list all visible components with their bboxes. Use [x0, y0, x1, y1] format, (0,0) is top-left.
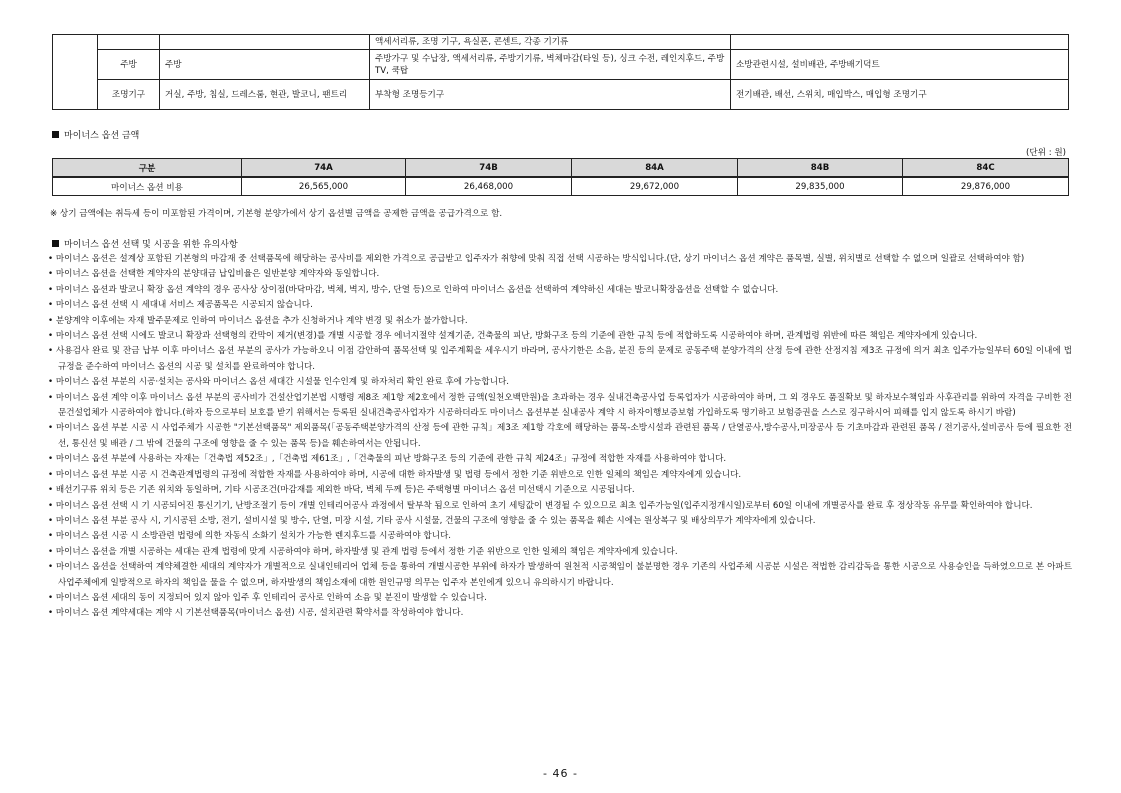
table-row	[53, 35, 1069, 50]
column-header: 84C	[903, 159, 1069, 178]
square-bullet-icon	[52, 131, 59, 138]
list-item: • 마이너스 옵션 선택 시 세대내 서비스 제공품목은 시공되지 않습니다.	[48, 298, 1072, 313]
list-item: • 마이너스 옵션 선택 시 기 시공되어진 통신기기, 난방조절기 등이 개별 인테리어공사 과정에서 탈부착 됨으로 인하여 초기 세팅값이 변경될 수 있으므로 최초 입주가능일(입주지정개시일)로부터 60일 이내에 개별공사를 완료 후 정상작동 유무를 확인하여야 합니다.	[48, 499, 1072, 514]
table-cell: 26,565,000	[242, 177, 406, 196]
unit-label: (단위 : 원)	[1026, 148, 1066, 158]
list-item: • 마이너스 옵션 부분 시공 시 사업주체가 시공한 "기본선택품목" 제외품목(「공동주택분양가격의 산정 등에 관한 규칙」제3조 제1항 각호에 해당하는 품목-소방시설과 관련된 품목 / 단열공사,방수공사,미장공사 등 기초마감과 관련된 품목 / 전기공사,설비공사 등에 필요한 전선, 통신선 및 배관 / 그 밖에 건물의 구조에 영향을 줄 수 있는 품목 등)을 훼손하여서는 안됩니다.	[48, 421, 1072, 452]
column-header: 74B	[406, 159, 572, 178]
list-item: • 마이너스 옵션 시공 시 소방관련 법령에 의한 자동식 소화기 설치가 가능한 렌지후드를 시공하여야 합니다.	[48, 529, 1072, 544]
notes-section-title: 마이너스 옵션 선택 및 시공을 위한 유의사항	[52, 237, 238, 250]
list-item: • 마이너스 옵션 선택 시에도 발코니 확장과 선택형의 칸막이 제거(변경)를 개별 시공할 경우 에너지절약 설계기준, 건축물의 피난, 방화구조 등의 기준에 관한 규칙 등에 적합하도록 시공하여야 하며, 관계법령 위반에 따른 책임은 계약자에게 있습니다.	[48, 329, 1072, 344]
table-row	[53, 50, 1069, 80]
list-item: • 마이너스 옵션 부분의 시공·설치는 공사와 마이너스 옵션 세대간 시설물 인수인계 및 하자처리 확인 완료 후에 가능합니다.	[48, 375, 1072, 390]
option-items-table	[52, 34, 1069, 110]
category-cell: 조명기구	[98, 80, 160, 110]
column-header: 84B	[738, 159, 903, 178]
table-cell: 마이너스 옵션 비용	[53, 177, 242, 196]
table-row	[53, 80, 1069, 110]
list-item: • 마이너스 옵션은 설계상 포함된 기본형의 마감재 중 선택품목에 해당하는 공사비를 제외한 가격으로 공급받고 입주자가 취향에 맞춰 직접 선택 시공하는 방식입니다.(단, 상기 마이너스 옵션 계약은 품목별, 실별, 위치별로 선택할 수 없으며 일괄로 선택하여야 함)	[48, 252, 1072, 267]
table-header-row	[53, 159, 1069, 178]
price-table	[52, 158, 1069, 196]
table-cell: 26,468,000	[406, 177, 572, 196]
table-cell: 29,672,000	[572, 177, 738, 196]
space-cell: 주방	[160, 50, 370, 80]
column-header: 84A	[572, 159, 738, 178]
price-note: ※ 상기 금액에는 취득세 등이 미포함된 가격이며, 기본형 분양가에서 상기 옵션별 금액을 공제한 금액을 공급가격으로 함.	[50, 209, 503, 219]
table-cell: 액세서리류, 조명 기구, 욕실폰, 콘센트, 각종 기기류	[370, 35, 731, 50]
column-header: 구분	[53, 159, 242, 178]
price-section-title: 마이너스 옵션 금액	[52, 128, 139, 141]
list-item: • 마이너스 옵션을 개별 시공하는 세대는 관계 법령에 맞게 시공하여야 하며, 하자발생 및 관계 법령 등에서 정한 기준 위반으로 인한 일체의 책임은 계약자에게 있습니다.	[48, 545, 1072, 560]
list-item: • 마이너스 옵션을 선택한 계약자의 분양대금 납입비율은 일반분양 계약자와 동일합니다.	[48, 267, 1072, 282]
list-item: • 분양계약 이후에는 자재 발주문제로 인하여 마이너스 옵션을 추가 신청하거나 계약 변경 및 취소가 불가합니다.	[48, 314, 1072, 329]
list-item: • 배선기구류 위치 등은 기존 위치와 동일하며, 기타 시공조건(마감재를 제외한 바닥, 벽체 두께 등)은 주택형별 마이너스 옵션 미선택시 기준으로 시공됩니다.	[48, 483, 1072, 498]
table-cell	[160, 35, 370, 50]
list-item: • 마이너스 옵션 계약 이후 마이너스 옵션 부분의 공사비가 건설산업기본법 시행령 제8조 제1항 제2호에서 정한 금액(일천오백만원)을 초과하는 경우 실내건축공사업 등록업자가 시공하여야 하며, 그 외 경우도 품질확보 및 하자보수책임과 사후관리를 위하여 자격을 구비한 전문건설업체가 시공하여야 합니다.(하자 등으로부터 보호를 받기 위해서는 등록된 실내건축공사업자가 시공하더라도 마이너스 옵션부분 실내공사 계약 시 하자이행보증보험 가입하도록 명기하고 보험증권을 스스로 징구하시어 피해를 입지 않도록 하시기 바람)	[48, 391, 1072, 422]
square-bullet-icon	[52, 240, 59, 247]
list-item: • 마이너스 옵션 부분 공사 시, 기시공된 소방, 전기, 설비시설 및 방수, 단열, 미장 시설, 기타 공사 시설물, 건물의 구조에 영향을 줄 수 있는 품목을 훼손 시에는 원상복구 및 배상의무가 계약자에게 있습니다.	[48, 514, 1072, 529]
table-row	[53, 177, 1069, 196]
items-cell: 부착형 조명등기구	[370, 80, 731, 110]
equipment-cell: 전기배관, 배선, 스위치, 매입박스, 매입형 조명기구	[731, 80, 1069, 110]
items-cell: 주방가구 및 수납장, 액세서리류, 주방기기류, 벽체마감(타일 등), 싱크 수전, 레인지후드, 주방TV, 쿡탑	[370, 50, 731, 80]
list-item: • 사용검사 완료 및 잔금 납부 이후 마이너스 옵션 부분의 공사가 가능하오니 이점 감안하여 품목선택 및 입주계획을 세우시기 바라며, 공사기한은 소음, 분진 등의 문제로 공동주택 분양가격의 산정 등에 관한 산정지침 제3조 규정에 의거 최초 입주가능일부터 60일 이내에 법규정을 준수하여 마이너스 옵션의 시공 및 설치를 완료하여야 합니다.	[48, 344, 1072, 375]
page-number: - 46 -	[543, 767, 578, 780]
list-item: • 마이너스 옵션 계약세대는 계약 시 기본선택품목(마이너스 옵션) 시공, 설치관련 확약서를 작성하여야 합니다.	[48, 606, 1072, 621]
table-cell: 29,876,000	[903, 177, 1069, 196]
list-item: • 마이너스 옵션을 선택하여 계약체결한 세대의 계약자가 개별적으로 실내인테리어 업체 등을 통하여 개별시공한 부위에 하자가 발생하여 원천적 시공책임이 불분명한 경우 기존의 사업주체 시공분 시설은 적법한 감리감독을 통한 시공으로 사용승인을 득하였으므로 본 아파트 사업주체에게 일방적으로 하자의 책임을 물을 수 없으며, 하자발생의 책임소재에 대한 원인규명 의무는 입주자 본인에게 있으니 유의하시기 바랍니다.	[48, 560, 1072, 591]
table-cell	[98, 35, 160, 50]
list-item: • 마이너스 옵션 세대의 동이 지정되어 있지 않아 입주 후 인테리어 공사로 인하여 소음 및 분진이 발생할 수 있습니다.	[48, 591, 1072, 606]
notes-list	[48, 252, 1072, 622]
table-cell: 29,835,000	[738, 177, 903, 196]
category-cell: 주방	[98, 50, 160, 80]
list-item: • 마이너스 옵션 부분에 사용하는 자재는「건축법 제52조」,「건축법 제61조」,「건축물의 피난 방화구조 등의 기준에 관한 규칙 제24조」규정에 적합한 자재를 사용하여야 합니다.	[48, 452, 1072, 467]
list-item: • 마이너스 옵션 부분 시공 시 건축관계법령의 규정에 적합한 자재를 사용하여야 하며, 시공에 대한 하자발생 및 법령 등에서 정한 기준 위반으로 인한 일체의 책임은 계약자에게 있습니다.	[48, 468, 1072, 483]
equipment-cell: 소방관련시설, 설비배관, 주방배기덕트	[731, 50, 1069, 80]
list-item: • 마이너스 옵션과 발코니 확장 옵션 계약의 경우 공사상 상이점(바닥마감, 벽체, 벽지, 방수, 단열 등)으로 인하여 마이너스 옵션을 선택하여 계약하신 세대는 발코니확장옵션을 선택할 수 없습니다.	[48, 283, 1072, 298]
space-cell: 거실, 주방, 침실, 드레스룸, 현관, 발코니, 팬트리	[160, 80, 370, 110]
group-cell	[53, 35, 98, 110]
table-cell	[731, 35, 1069, 50]
column-header: 74A	[242, 159, 406, 178]
